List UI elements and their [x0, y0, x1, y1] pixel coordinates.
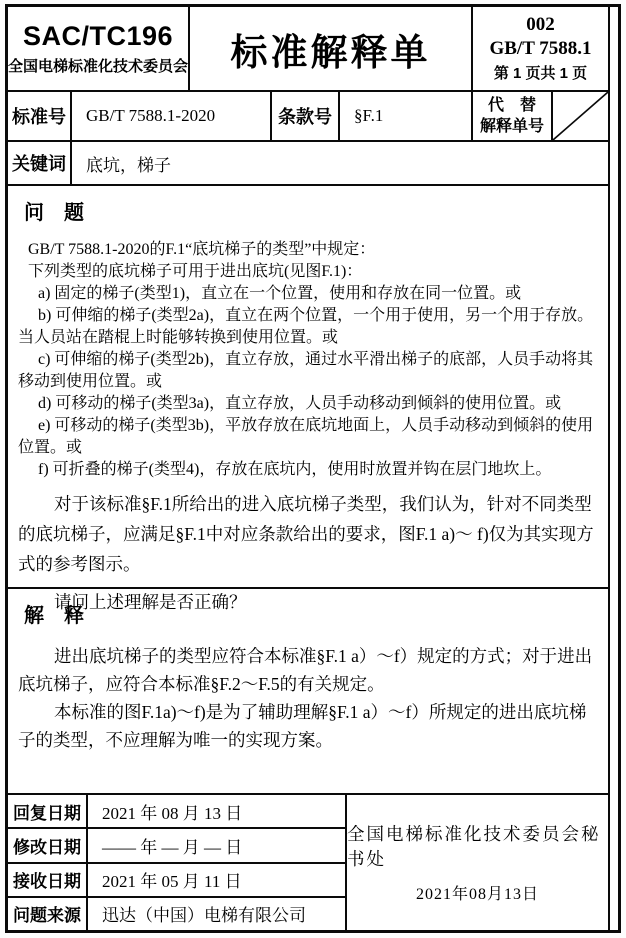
question-item-a: a) 固定的梯子(类型1)，直立在一个位置，使用和存放在同一位置。或: [38, 285, 522, 302]
question-closing: 请问上述理解是否正确？: [54, 592, 247, 612]
interpretation-paragraph-1: 进出底坑梯子的类型应符合本标准§F.1 a）～f）规定的方式；对于进出底坑梯子，应符合本标准§F.2～F.5的有关规定。: [18, 646, 593, 694]
secretariat-date: 2021年08月13日: [415, 886, 539, 903]
header-row: [8, 7, 608, 92]
keyword-label: 关键词: [8, 142, 72, 184]
form-border: [5, 4, 621, 933]
form-table: [8, 7, 610, 930]
question-item-b: b) 可伸缩的梯子(类型2a)，直立在两个位置，一个用于使用，另一个用于存放。当人员站在踏棍上时能够转换到使用位置。或: [18, 307, 594, 346]
question-item-e: e) 可移动的梯子(类型3b)，平放存放在底坑地面上，人员手动移动到倾斜的使用位置。或: [18, 417, 594, 456]
interpretation-section: [8, 589, 608, 795]
footer-section: [8, 795, 608, 930]
page-indicator: 第 1 页共 1 页: [493, 65, 588, 82]
standard-number-value: GB/T 7588.1-2020: [72, 92, 272, 140]
question-item-d: d) 可移动的梯子(类型3a)，直立存放，人员手动移动到倾斜的使用位置。或: [38, 395, 562, 412]
replaced-sheet-empty-cell: [553, 92, 608, 140]
secretariat-name: 全国电梯标准化技术委员会秘书处: [347, 824, 601, 869]
question-paragraph: 对于该标准§F.1所给出的进入底坑梯子类型，我们认为，针对不同类型的底坑梯子，应满足§F.1中对应条款给出的要求，图F.1 a)～ f)仅为其实现方式的参考图示。: [18, 494, 594, 574]
document-number: 002: [526, 14, 555, 35]
standard-number-label: 标准号: [8, 92, 72, 140]
received-date-label: 接收日期: [8, 864, 88, 896]
table-row: [8, 898, 345, 930]
question-intro-line1: GB/T 7588.1-2020的F.1“底坑梯子的类型”中规定：: [28, 241, 376, 258]
table-row: [8, 864, 345, 898]
question-source-label: 问题来源: [8, 898, 88, 930]
revision-date-value: —— 年 — 月 — 日: [102, 837, 243, 857]
question-section: [8, 186, 608, 612]
question-item-c: c) 可伸缩的梯子(类型2b)，直立存放，通过水平滑出梯子的底部，人员手动将其移动到使用位置。或: [18, 351, 594, 390]
table-row: [8, 829, 345, 863]
received-date-value: 2021 年 05 月 11 日: [102, 872, 242, 892]
question-intro-line2: 下列类型的底坑梯子可用于进出底坑(见图F.1)：: [28, 263, 363, 280]
replaced-sheet-label: [473, 92, 553, 140]
footer-dates: [8, 795, 347, 930]
organization-cell: [8, 7, 190, 90]
secretariat-cell: [347, 795, 608, 930]
organization-code: SAC/TC196: [22, 21, 174, 51]
reply-date-label: 回复日期: [8, 795, 88, 827]
interpretation-heading: 解 释: [24, 605, 84, 627]
standard-clause-row: [8, 92, 608, 142]
question-source-value: 迅达（中国）电梯有限公司: [102, 906, 306, 926]
clause-number-label: 条款号: [272, 92, 340, 140]
revision-date-label: 修改日期: [8, 829, 88, 861]
keyword-row: [8, 142, 608, 186]
question-heading: 问 题: [24, 202, 84, 224]
replaced-sheet-label-line1: 代 替: [487, 97, 536, 114]
document-title: 标准解释单: [190, 7, 473, 90]
question-item-f: f) 可折叠的梯子(类型4)，存放在底坑内，使用时放置并钩在层门地坎上。: [38, 461, 552, 478]
diagonal-slash-icon: [553, 92, 608, 140]
organization-name: 全国电梯标准化技术委员会: [8, 58, 189, 75]
reply-date-value: 2021 年 08 月 13 日: [102, 803, 243, 823]
interpretation-paragraph-2: 本标准的图F.1a)～f)是为了辅助理解§F.1 a）～f）所规定的进出底坑梯子的类型，不应理解为唯一的实现方案。: [18, 702, 587, 750]
keyword-value: 底坑，梯子: [86, 155, 171, 175]
standard-code: GB/T 7588.1: [489, 38, 592, 59]
clause-number-value: §F.1: [340, 92, 473, 140]
replaced-sheet-label-line2: 解释单号: [479, 118, 544, 135]
table-row: [8, 795, 345, 829]
document-info-cell: [473, 7, 608, 90]
